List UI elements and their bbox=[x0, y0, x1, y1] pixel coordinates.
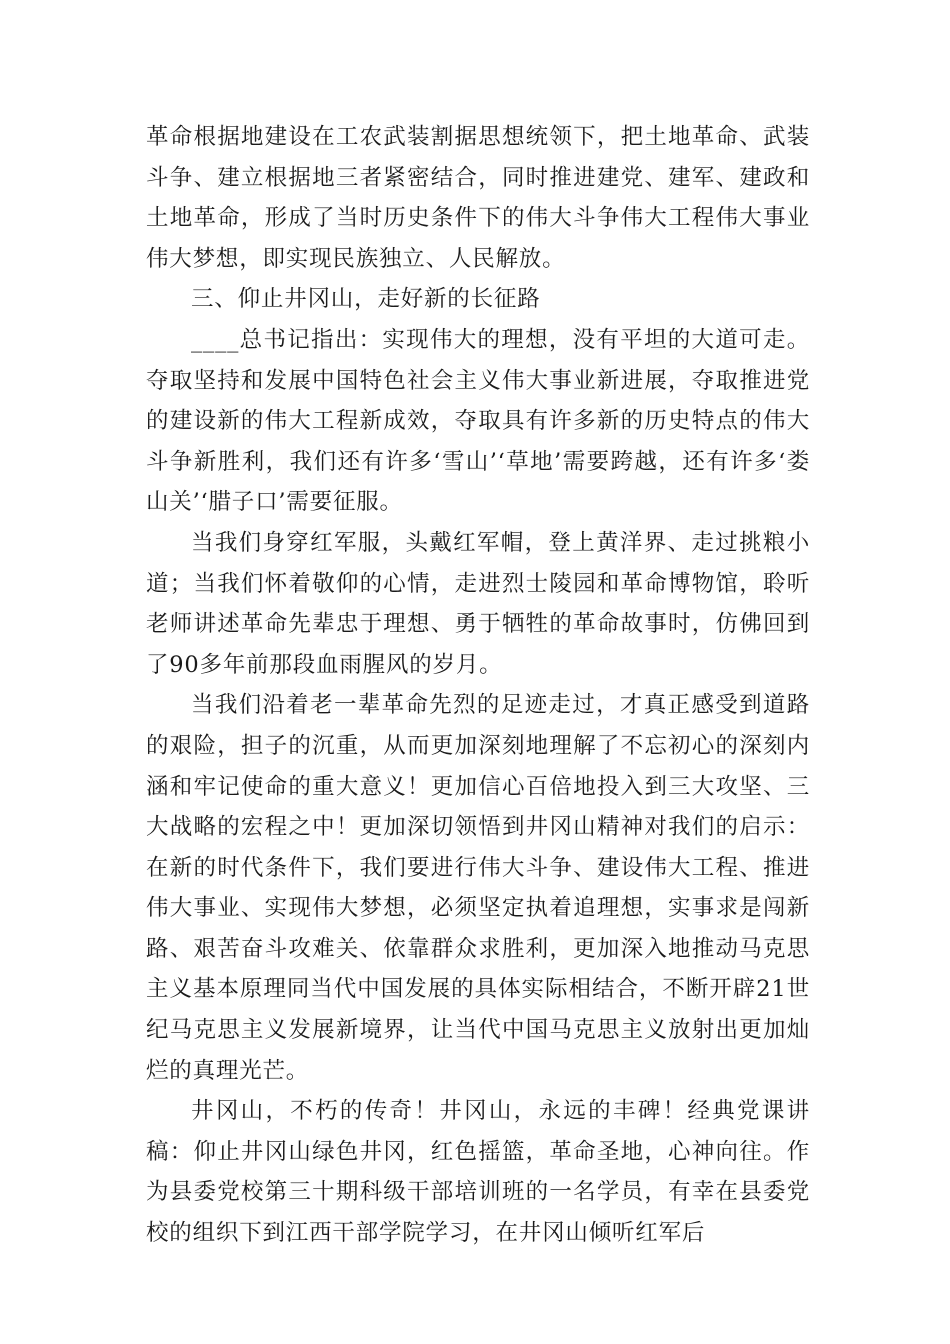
paragraph-5: 井冈山，不朽的传奇！井冈山，永远的丰碑！经典党课讲稿：仰止井冈山绿色井冈，红色摇篮，革命圣地，心神向往。作为县委党校第三十期科级干部培训班的一名学员，有幸在县委党校的组织下到江西干部学院学习，在井冈山倾听红军后 bbox=[146, 1098, 810, 1247]
paragraph-2: ____总书记指出：实现伟大的理想，没有平坦的大道可走。夺取坚持和发展中国特色社会主义伟大事业新进展，夺取推进党的建设新的伟大工程新成效，夺取具有许多新的历史特点的伟大斗争新胜利，我们还有许多‘雪山’‘草地’需要跨越，还有许多‘娄山关’‘腊子口’需要征服。 bbox=[146, 326, 810, 516]
paragraph-3: 当我们身穿红军服，头戴红军帽，登上黄洋界、走过挑粮小道；当我们怀着敬仰的心情，走进烈士陵园和革命博物馆，聆听老师讲述革命先辈忠于理想、勇于牺牲的革命故事时，仿佛回到了90多年前那段血雨腥风的岁月。 bbox=[146, 529, 810, 678]
paragraph-1: 革命根据地建设在工农武装割据思想统领下，把土地革命、武装斗争、建立根据地三者紧密结合，同时推进建党、建军、建政和土地革命，形成了当时历史条件下的伟大斗争伟大工程伟大事业伟大梦想，即实现民族独立、人民解放。 bbox=[146, 124, 810, 272]
document-body bbox=[146, 117, 810, 1254]
paragraph-4: 当我们沿着老一辈革命先烈的足迹走过，才真正感受到道路的艰险，担子的沉重，从而更加深刻地理解了不忘初心的深刻内涵和牢记使命的重大意义！更加信心百倍地投入到三大攻坚、三大战略的宏程之中！更加深切领悟到井冈山精神对我们的启示：在新的时代条件下，我们要进行伟大斗争、建设伟大工程、推进伟大事业、实现伟大梦想，必须坚定执着追理想，实事求是闯新路、艰苦奋斗攻难关、依靠群众求胜利，更加深入地推动马克思主义基本原理同当代中国发展的具体实际相结合，不断开辟21世纪马克思主义发展新境界，让当代中国马克思主义放射出更加灿烂的真理光芒。 bbox=[146, 692, 810, 1084]
section-heading: 三、仰止井冈山，走好新的长征路 bbox=[191, 286, 541, 313]
